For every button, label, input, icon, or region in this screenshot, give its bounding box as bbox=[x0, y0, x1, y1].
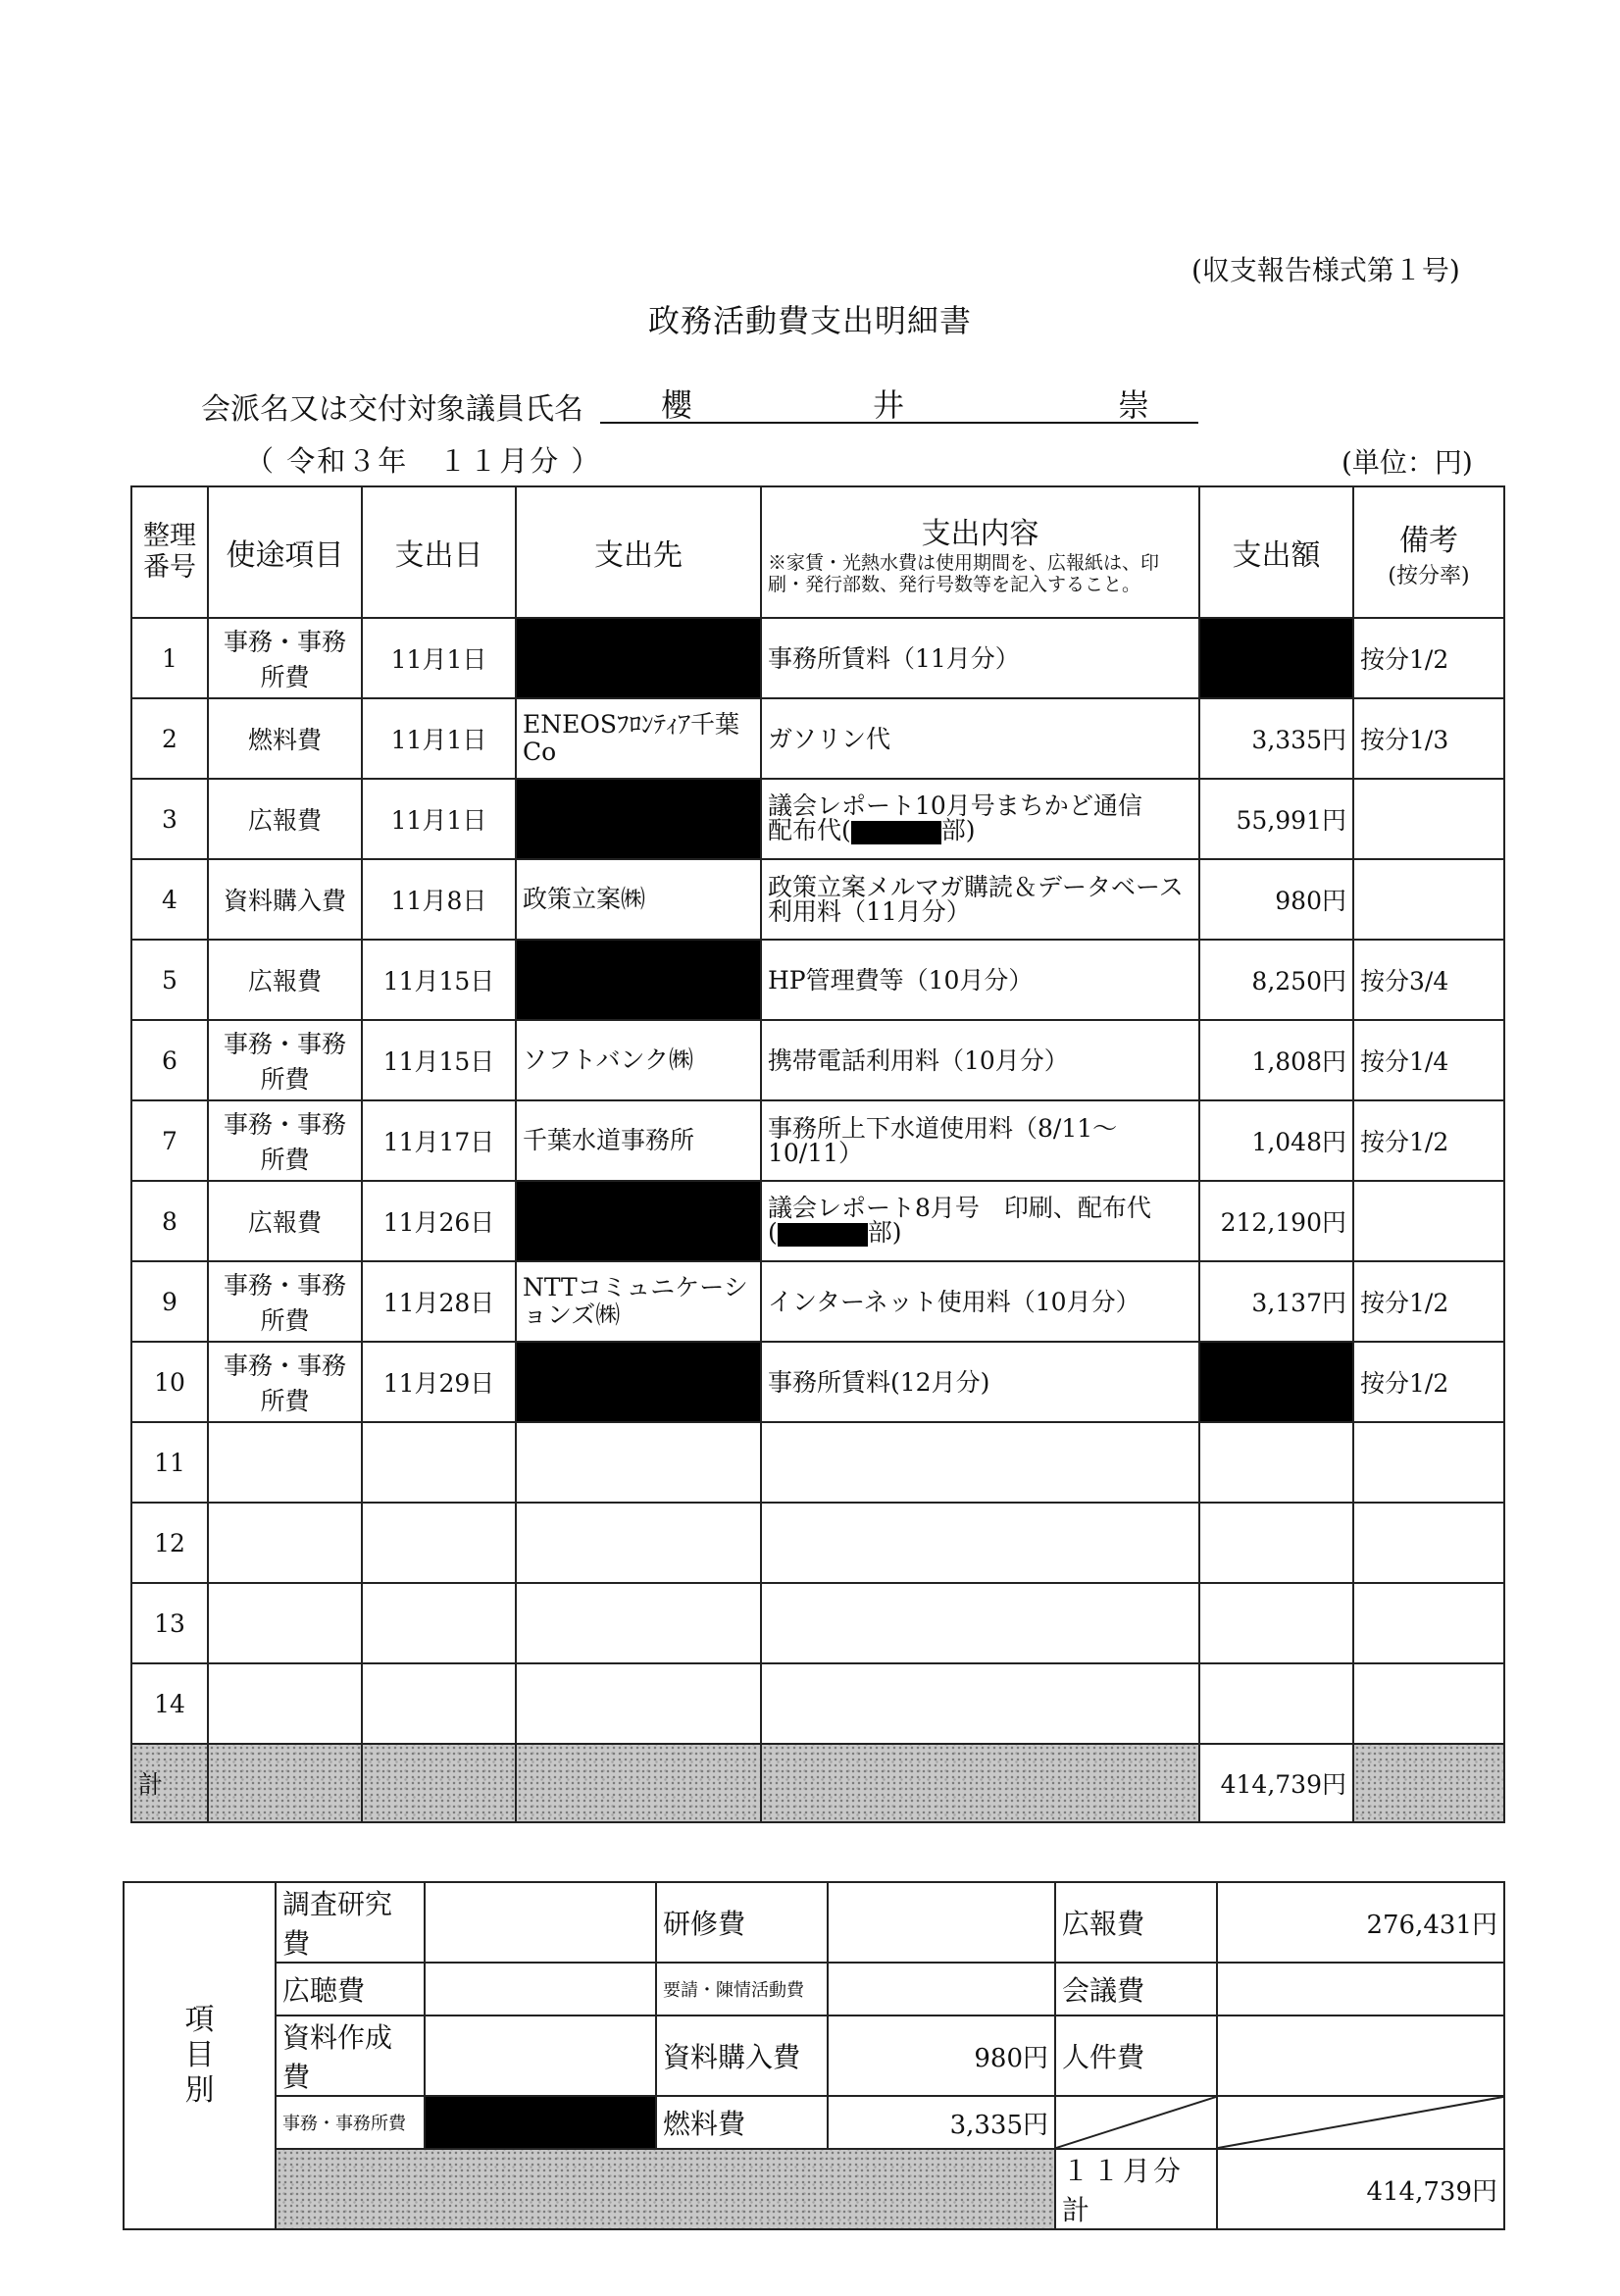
table-row bbox=[131, 1020, 1504, 1100]
summary-label-hearing: 広聴費 bbox=[276, 1963, 425, 2015]
row-content: HP管理費等（10月分） bbox=[761, 940, 1199, 1020]
summary-value-fuel: 3,335円 bbox=[828, 2096, 1055, 2149]
col-header-no: 整理番号 bbox=[131, 486, 208, 618]
shaded-cell bbox=[208, 1744, 362, 1822]
redacted-amount bbox=[1199, 1342, 1353, 1422]
row-date bbox=[362, 1503, 516, 1583]
summary-row bbox=[124, 1882, 1504, 1963]
row-content: 政策立案メルマガ購読＆データベース利用料（11月分） bbox=[761, 859, 1199, 940]
row-remarks bbox=[1353, 859, 1504, 940]
row-remarks bbox=[1353, 1663, 1504, 1744]
form-number: (収支報告様式第１号) bbox=[1191, 254, 1460, 286]
redacted-office-value bbox=[425, 2096, 656, 2149]
row-payee bbox=[516, 1663, 761, 1744]
row-content-tail: 配布代( bbox=[768, 816, 851, 845]
row-date: 11月28日 bbox=[362, 1261, 516, 1342]
diagonal-line bbox=[1056, 2097, 1216, 2148]
row-date bbox=[362, 1583, 516, 1663]
row-category bbox=[208, 1663, 362, 1744]
summary-value-hearing bbox=[425, 1963, 656, 2015]
row-date: 11月29日 bbox=[362, 1342, 516, 1422]
row-amount: 3,137円 bbox=[1199, 1261, 1353, 1342]
row-amount bbox=[1199, 1503, 1353, 1583]
col-header-remarks bbox=[1353, 486, 1504, 618]
diagonal-line bbox=[1218, 2097, 1503, 2148]
row-content bbox=[761, 1181, 1199, 1261]
row-amount: 212,190円 bbox=[1199, 1181, 1353, 1261]
row-category: 燃料費 bbox=[208, 698, 362, 779]
row-content: インターネット使用料（10月分） bbox=[761, 1261, 1199, 1342]
table-row bbox=[131, 1342, 1504, 1422]
col-header-amount: 支出額 bbox=[1199, 486, 1353, 618]
row-payee: 政策立案㈱ bbox=[516, 859, 761, 940]
row-date: 11月1日 bbox=[362, 698, 516, 779]
redacted-payee bbox=[516, 1181, 761, 1261]
table-row bbox=[131, 779, 1504, 859]
row-content: 事務所上下水道使用料（8/11～10/11） bbox=[761, 1100, 1199, 1181]
row-remarks: 按分1/2 bbox=[1353, 1261, 1504, 1342]
summary-value-personnel bbox=[1217, 2015, 1504, 2096]
row-no: 2 bbox=[131, 698, 208, 779]
row-amount bbox=[1199, 1422, 1353, 1503]
summary-row bbox=[124, 1963, 1504, 2015]
row-amount: 980円 bbox=[1199, 859, 1353, 940]
table-row bbox=[131, 698, 1504, 779]
row-category: 事務・事務所費 bbox=[208, 1342, 362, 1422]
shaded-cell bbox=[516, 1744, 761, 1822]
summary-label-fuel: 燃料費 bbox=[656, 2096, 828, 2149]
summary-value-training bbox=[828, 1882, 1055, 1963]
summary-row bbox=[124, 2149, 1504, 2229]
row-no: 13 bbox=[131, 1583, 208, 1663]
row-category: 事務・事務所費 bbox=[208, 618, 362, 698]
row-amount: 3,335円 bbox=[1199, 698, 1353, 779]
row-content: 携帯電話利用料（10月分） bbox=[761, 1020, 1199, 1100]
row-remarks: 按分1/3 bbox=[1353, 698, 1504, 779]
row-remarks bbox=[1353, 1583, 1504, 1663]
summary-value-meeting bbox=[1217, 1963, 1504, 2015]
summary-row bbox=[124, 2015, 1504, 2096]
row-category bbox=[208, 1503, 362, 1583]
member-name-part: 櫻 bbox=[661, 386, 693, 424]
row-remarks: 按分1/2 bbox=[1353, 1342, 1504, 1422]
row-content: ガソリン代 bbox=[761, 698, 1199, 779]
row-no: 14 bbox=[131, 1663, 208, 1744]
col-header-remarks-title: 備考 bbox=[1399, 523, 1458, 558]
diagonal-strike-cell bbox=[1217, 2096, 1504, 2149]
summary-value-publicity: 276,431円 bbox=[1217, 1882, 1504, 1963]
row-date bbox=[362, 1422, 516, 1503]
row-category: 広報費 bbox=[208, 779, 362, 859]
member-label: 会派名又は交付対象議員氏名 bbox=[201, 392, 583, 427]
redaction-block bbox=[778, 1223, 868, 1247]
row-no: 6 bbox=[131, 1020, 208, 1100]
shaded-cell bbox=[276, 2149, 1055, 2229]
table-row bbox=[131, 1100, 1504, 1181]
row-no: 9 bbox=[131, 1261, 208, 1342]
unit-label: (単位：円) bbox=[1342, 446, 1473, 479]
member-name-part: 井 bbox=[873, 386, 905, 424]
document-title: 政務活動費支出明細書 bbox=[647, 302, 972, 339]
side-label-char: 項 bbox=[184, 2003, 215, 2037]
side-label-char: 目 bbox=[184, 2038, 215, 2072]
shaded-cell bbox=[362, 1744, 516, 1822]
row-payee: ソフトバンク㈱ bbox=[516, 1020, 761, 1100]
row-content-line: 議会レポート10月号まちかど通信 bbox=[768, 791, 1142, 821]
row-remarks bbox=[1353, 779, 1504, 859]
row-remarks: 按分1/4 bbox=[1353, 1020, 1504, 1100]
row-remarks bbox=[1353, 1181, 1504, 1261]
shaded-cell bbox=[761, 1744, 1199, 1822]
summary-label-publicity: 広報費 bbox=[1055, 1882, 1217, 1963]
row-no: 10 bbox=[131, 1342, 208, 1422]
row-category: 事務・事務所費 bbox=[208, 1100, 362, 1181]
row-date: 11月15日 bbox=[362, 1020, 516, 1100]
summary-label-meeting: 会議費 bbox=[1055, 1963, 1217, 2015]
row-payee bbox=[516, 1422, 761, 1503]
row-date: 11月1日 bbox=[362, 779, 516, 859]
row-remarks: 按分1/2 bbox=[1353, 1100, 1504, 1181]
row-amount bbox=[1199, 1583, 1353, 1663]
row-content bbox=[761, 1663, 1199, 1744]
member-name-part: 崇 bbox=[1118, 386, 1150, 424]
row-amount: 55,991円 bbox=[1199, 779, 1353, 859]
diagonal-strike-cell bbox=[1055, 2096, 1217, 2149]
row-content-tail: ( bbox=[768, 1218, 778, 1248]
summary-value-materials-purchase: 980円 bbox=[828, 2015, 1055, 2096]
summary-value-materials-creation bbox=[425, 2015, 656, 2096]
row-payee bbox=[516, 1583, 761, 1663]
row-amount: 1,048円 bbox=[1199, 1100, 1353, 1181]
row-content bbox=[761, 779, 1199, 859]
total-label: 計 bbox=[131, 1744, 208, 1822]
table-row bbox=[131, 618, 1504, 698]
expense-table bbox=[130, 485, 1505, 1823]
row-no: 3 bbox=[131, 779, 208, 859]
table-row bbox=[131, 1181, 1504, 1261]
row-remarks bbox=[1353, 1503, 1504, 1583]
row-category: 資料購入費 bbox=[208, 859, 362, 940]
row-no: 4 bbox=[131, 859, 208, 940]
row-date: 11月26日 bbox=[362, 1181, 516, 1261]
summary-label-materials-purchase: 資料購入費 bbox=[656, 2015, 828, 2096]
row-remarks: 按分3/4 bbox=[1353, 940, 1504, 1020]
col-header-date: 支出日 bbox=[362, 486, 516, 618]
table-row bbox=[131, 1261, 1504, 1342]
shaded-cell bbox=[1353, 1744, 1504, 1822]
redacted-amount bbox=[1199, 618, 1353, 698]
row-no: 8 bbox=[131, 1181, 208, 1261]
row-payee: 千葉水道事務所 bbox=[516, 1100, 761, 1181]
table-row bbox=[131, 1422, 1504, 1503]
summary-label-petition: 要請・陳情活動費 bbox=[656, 1963, 828, 2015]
row-amount: 1,808円 bbox=[1199, 1020, 1353, 1100]
row-category: 広報費 bbox=[208, 940, 362, 1020]
col-header-remarks-sub: (按分率) bbox=[1388, 563, 1470, 588]
col-header-content bbox=[761, 486, 1199, 618]
col-header-payee: 支出先 bbox=[516, 486, 761, 618]
report-period: （ 令和３年 １１月分 ） bbox=[245, 444, 602, 478]
side-label-char: 別 bbox=[184, 2073, 215, 2108]
redacted-payee bbox=[516, 618, 761, 698]
col-header-content-note: ※家賃・光熱水費は使用期間を、広報紙は、印刷・発行部数、発行号数等を記入すること。 bbox=[768, 552, 1160, 595]
row-amount bbox=[1199, 1663, 1353, 1744]
total-amount: 414,739円 bbox=[1199, 1744, 1353, 1822]
summary-label-training: 研修費 bbox=[656, 1882, 828, 1963]
row-content bbox=[761, 1503, 1199, 1583]
row-no: 11 bbox=[131, 1422, 208, 1503]
col-header-category: 使途項目 bbox=[208, 486, 362, 618]
table-row bbox=[131, 1503, 1504, 1583]
row-date: 11月1日 bbox=[362, 618, 516, 698]
redaction-block bbox=[851, 821, 941, 844]
row-remarks bbox=[1353, 1422, 1504, 1503]
row-no: 1 bbox=[131, 618, 208, 698]
month-total-value: 414,739円 bbox=[1217, 2149, 1504, 2229]
summary-value-petition bbox=[828, 1963, 1055, 2015]
total-row bbox=[131, 1744, 1504, 1822]
redacted-payee bbox=[516, 940, 761, 1020]
row-content-line: 議会レポート8月号 印刷、配布代 bbox=[768, 1194, 1151, 1223]
row-category: 広報費 bbox=[208, 1181, 362, 1261]
summary-label-office: 事務・事務所費 bbox=[276, 2096, 425, 2149]
row-date: 11月8日 bbox=[362, 859, 516, 940]
row-category: 事務・事務所費 bbox=[208, 1020, 362, 1100]
row-date: 11月15日 bbox=[362, 940, 516, 1020]
col-header-content-title: 支出内容 bbox=[921, 517, 1039, 551]
redacted-payee bbox=[516, 779, 761, 859]
category-summary-table bbox=[123, 1881, 1505, 2230]
member-name bbox=[600, 379, 1198, 424]
row-content-tail: 部) bbox=[867, 1218, 902, 1248]
table-row bbox=[131, 940, 1504, 1020]
summary-label-materials-creation: 資料作成費 bbox=[276, 2015, 425, 2096]
summary-side-label bbox=[124, 1882, 276, 2229]
month-total-label: １１月分計 bbox=[1055, 2149, 1217, 2229]
summary-label-personnel: 人件費 bbox=[1055, 2015, 1217, 2096]
table-row bbox=[131, 1583, 1504, 1663]
row-date: 11月17日 bbox=[362, 1100, 516, 1181]
row-remarks: 按分1/2 bbox=[1353, 618, 1504, 698]
row-no: 5 bbox=[131, 940, 208, 1020]
row-amount: 8,250円 bbox=[1199, 940, 1353, 1020]
row-content: 事務所賃料（11月分） bbox=[761, 618, 1199, 698]
summary-row bbox=[124, 2096, 1504, 2149]
table-row bbox=[131, 859, 1504, 940]
summary-value-research bbox=[425, 1882, 656, 1963]
row-category: 事務・事務所費 bbox=[208, 1261, 362, 1342]
row-no: 7 bbox=[131, 1100, 208, 1181]
row-content bbox=[761, 1583, 1199, 1663]
table-header-row bbox=[131, 486, 1504, 618]
row-date bbox=[362, 1663, 516, 1744]
row-category bbox=[208, 1583, 362, 1663]
row-payee: ENEOSﾌﾛﾝﾃｨｱ千葉Co bbox=[516, 698, 761, 779]
table-row bbox=[131, 1663, 1504, 1744]
row-content-tail: 部) bbox=[940, 816, 976, 845]
row-content bbox=[761, 1422, 1199, 1503]
summary-label-research: 調査研究費 bbox=[276, 1882, 425, 1963]
row-payee bbox=[516, 1503, 761, 1583]
row-category bbox=[208, 1422, 362, 1503]
row-content: 事務所賃料(12月分) bbox=[761, 1342, 1199, 1422]
redacted-payee bbox=[516, 1342, 761, 1422]
row-no: 12 bbox=[131, 1503, 208, 1583]
row-payee: NTTコミュニケーションズ㈱ bbox=[516, 1261, 761, 1342]
